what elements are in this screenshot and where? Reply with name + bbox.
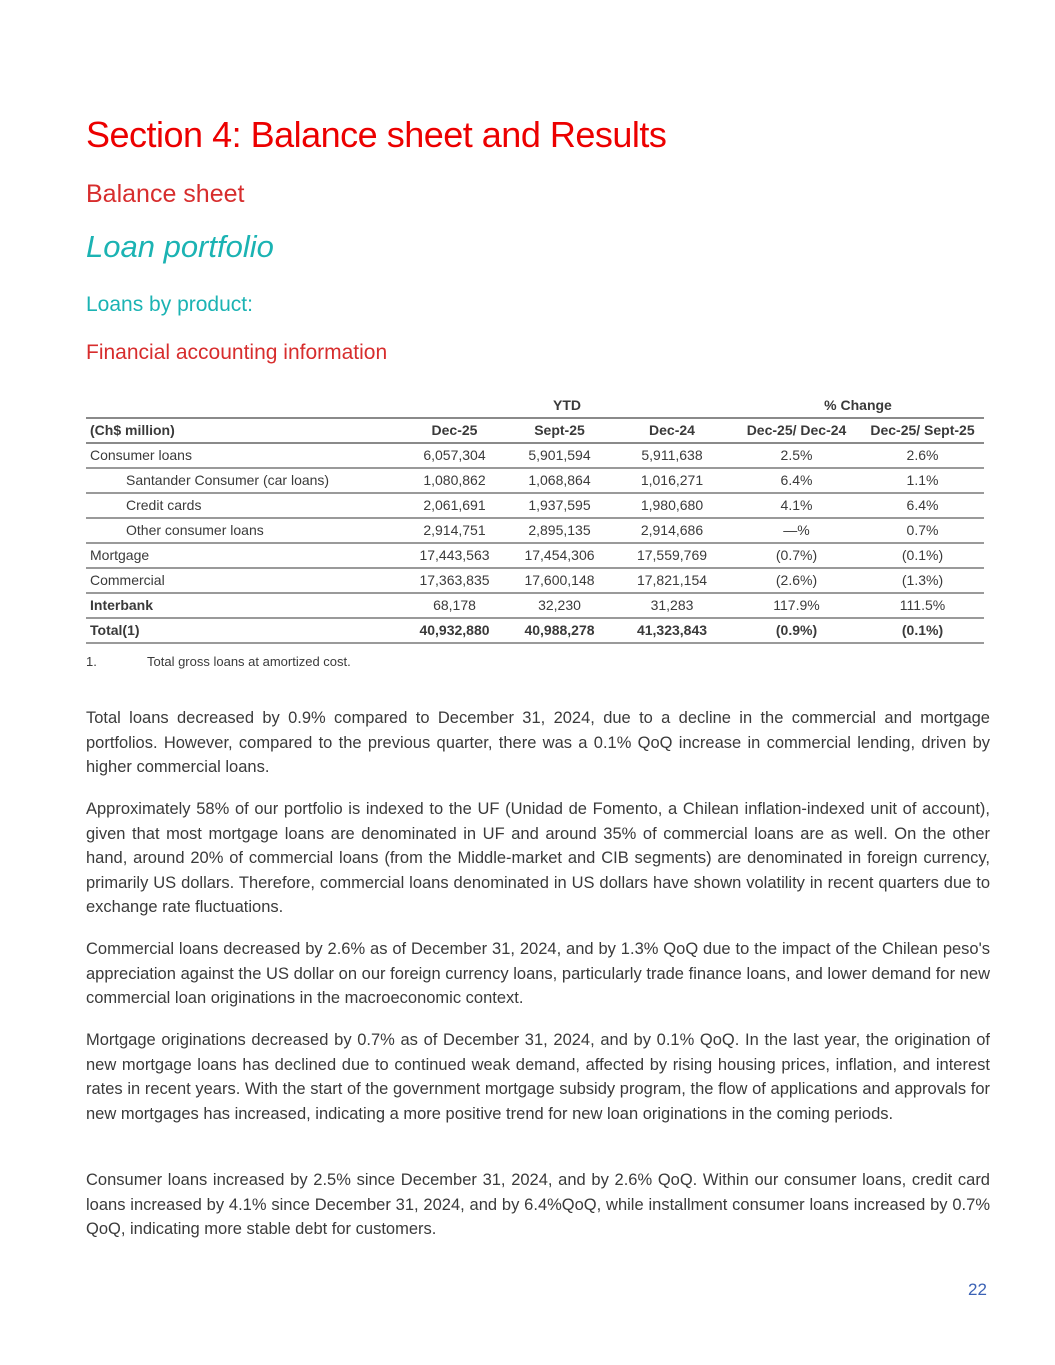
cell-dec24: 1,016,271 <box>612 468 732 493</box>
cell-pct-yoy: (0.9%) <box>732 618 861 643</box>
cell-pct-qoq: (1.3%) <box>861 568 984 593</box>
table-row-interbank <box>86 593 984 618</box>
cell-pct-yoy: (0.7%) <box>732 543 861 568</box>
cell-pct-yoy: 2.5% <box>732 443 861 468</box>
cell-sep25: 17,454,306 <box>507 543 612 568</box>
column-header-dec24: Dec-24 <box>612 418 732 443</box>
cell-sep25: 5,901,594 <box>507 443 612 468</box>
loans-by-product-heading: Loans by product: <box>86 293 253 316</box>
table-row-mortgage <box>86 543 984 568</box>
cell-sep25: 1,937,595 <box>507 493 612 518</box>
cell-pct-yoy: (2.6%) <box>732 568 861 593</box>
group-header-blank <box>86 394 402 418</box>
cell-pct-qoq: 6.4% <box>861 493 984 518</box>
balance-sheet-heading: Balance sheet <box>86 180 245 208</box>
table-row-consumer-loans <box>86 443 984 468</box>
cell-dec24: 2,914,686 <box>612 518 732 543</box>
cell-pct-qoq: (0.1%) <box>861 543 984 568</box>
cell-dec24: 41,323,843 <box>612 618 732 643</box>
cell-dec24: 31,283 <box>612 593 732 618</box>
cell-dec24: 17,821,154 <box>612 568 732 593</box>
column-header-sep25: Sept-25 <box>507 418 612 443</box>
table-row-santander-consumer <box>86 468 984 493</box>
cell-pct-qoq: (0.1%) <box>861 618 984 643</box>
cell-pct-qoq: 111.5% <box>861 593 984 618</box>
paragraph-mortgage-originations: Mortgage originations decreased by 0.7% as of December 31, 2024, and by 0.1% QoQ. In the last year, the origination of new mortgage loans has declined due to continued weak demand, affected by rising housing prices, inflation, and interest rates in recent years. With the start of the government mortgage subsidy program, the flow of applications and approvals for new mortgages has increased, indicating a more positive trend for new loan originations in the coming periods. <box>86 1031 990 1123</box>
paragraph-commercial-loans: Commercial loans decreased by 2.6% as of December 31, 2024, and by 1.3% QoQ due to the impact of the Chilean peso's appreciation against the US dollar on our foreign currency loans, particularly trade finance loans, and lower demand for new commercial loan originations in the macroeconomic context. <box>86 940 990 1007</box>
cell-pct-qoq: 1.1% <box>861 468 984 493</box>
financial-accounting-heading: Financial accounting information <box>86 341 388 364</box>
group-header-pct-change: % Change <box>732 394 984 418</box>
section-title: Section 4: Balance sheet and Results <box>86 114 667 155</box>
cell-dec24: 17,559,769 <box>612 543 732 568</box>
cell-dec24: 1,980,680 <box>612 493 732 518</box>
cell-dec25: 68,178 <box>402 593 507 618</box>
row-label: Santander Consumer (car loans) <box>86 468 402 493</box>
cell-pct-qoq: 2.6% <box>861 443 984 468</box>
row-label: Consumer loans <box>86 443 402 468</box>
column-header-pct-qoq: Dec-25/ Sept-25 <box>861 418 984 443</box>
table-row-total <box>86 618 984 643</box>
group-header-ytd: YTD <box>402 394 732 418</box>
column-header-pct-yoy: Dec-25/ Dec-24 <box>732 418 861 443</box>
cell-pct-yoy: 117.9% <box>732 593 861 618</box>
cell-pct-yoy: —% <box>732 518 861 543</box>
cell-dec25: 2,914,751 <box>402 518 507 543</box>
paragraph-consumer-loans: Consumer loans increased by 2.5% since December 31, 2024, and by 2.6% QoQ. Within our consumer loans, credit card loans increased by 4.1% since December 31, 2024, and by 6.4%QoQ, while installment consumer loans increased by 0.7% QoQ, indicating more stable debt for customers. <box>86 1171 990 1238</box>
loans-by-product-table <box>86 394 984 644</box>
cell-dec25: 2,061,691 <box>402 493 507 518</box>
cell-dec25: 6,057,304 <box>402 443 507 468</box>
row-label: Interbank <box>86 593 402 618</box>
row-label: Total(1) <box>86 618 402 643</box>
cell-sep25: 2,895,135 <box>507 518 612 543</box>
cell-sep25: 40,988,278 <box>507 618 612 643</box>
row-label: Mortgage <box>86 543 402 568</box>
page-number: 22 <box>968 1280 987 1299</box>
loan-portfolio-heading: Loan portfolio <box>86 229 274 264</box>
cell-pct-qoq: 0.7% <box>861 518 984 543</box>
cell-pct-yoy: 6.4% <box>732 468 861 493</box>
table-header-row <box>86 418 984 443</box>
cell-dec24: 5,911,638 <box>612 443 732 468</box>
cell-pct-yoy: 4.1% <box>732 493 861 518</box>
table-group-header-row <box>86 394 984 418</box>
cell-dec25: 40,932,880 <box>402 618 507 643</box>
cell-dec25: 17,363,835 <box>402 568 507 593</box>
row-label: Commercial <box>86 568 402 593</box>
column-header-unit: (Ch$ million) <box>86 418 402 443</box>
paragraph-uf-indexation: Approximately 58% of our portfolio is indexed to the UF (Unidad de Fomento, a Chilean inflation-indexed unit of account), given that most mortgage loans are denominated in UF and around 35% of commercial loans are as well. On the other hand, around 20% of commercial loans (from the Middle-market and CIB segments) are denominated in foreign currency, primarily US dollars. Therefore, commercial loans denominated in US dollars have shown volatility in recent quarters due to exchange rate fluctuations. <box>86 800 990 916</box>
table-row-credit-cards <box>86 493 984 518</box>
cell-dec25: 17,443,563 <box>402 543 507 568</box>
footnote-number: 1. <box>86 654 97 669</box>
cell-sep25: 32,230 <box>507 593 612 618</box>
row-label: Credit cards <box>86 493 402 518</box>
footnote-text: Total gross loans at amortized cost. <box>147 654 351 669</box>
column-header-dec25: Dec-25 <box>402 418 507 443</box>
cell-sep25: 1,068,864 <box>507 468 612 493</box>
table-footnote <box>86 654 351 669</box>
table-row-commercial <box>86 568 984 593</box>
row-label: Other consumer loans <box>86 518 402 543</box>
paragraph-total-loans: Total loans decreased by 0.9% compared to December 31, 2024, due to a decline in the commercial and mortgage portfolios. However, compared to the previous quarter, there was a 0.1% QoQ increase in commercial lending, driven by higher commercial loans. <box>86 709 990 776</box>
cell-dec25: 1,080,862 <box>402 468 507 493</box>
cell-sep25: 17,600,148 <box>507 568 612 593</box>
table-row-other-consumer <box>86 518 984 543</box>
